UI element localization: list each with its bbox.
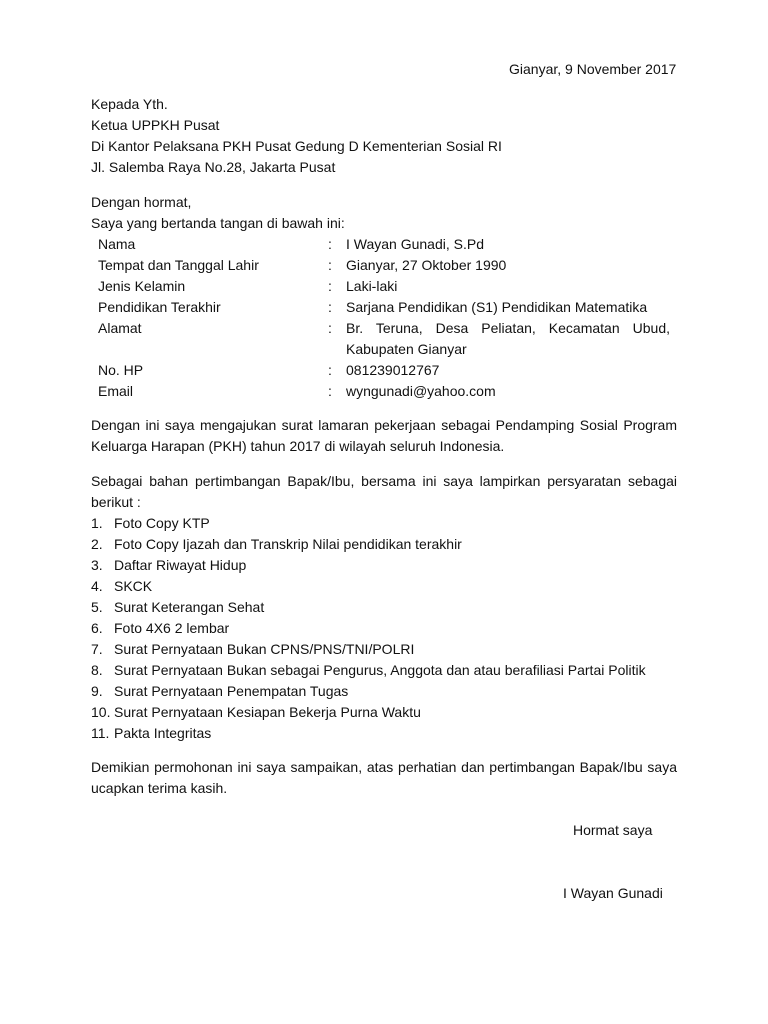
field-colon: : [328,362,332,378]
field-value-nama: I Wayan Gunadi, S.Pd [346,236,484,252]
field-value-email: wyngunadi@yahoo.com [346,383,496,399]
field-label-no-hp: No. HP [98,362,144,378]
field-value-alamat-line-2: Kabupaten Gianyar [346,341,467,357]
list-item [91,681,348,701]
field-colon: : [328,320,332,336]
recipient-line-4: Jl. Salemba Raya No.28, Jakarta Pusat [91,159,336,175]
field-label-alamat: Alamat [98,320,142,336]
list-number: 11. [91,725,110,741]
field-value-no-hp: 081239012767 [346,362,440,378]
intro-text: Saya yang bertanda tangan di bawah ini: [91,215,345,231]
list-text: Foto Copy Ijazah dan Transkrip Nilai pendidikan terakhir [114,536,462,552]
list-number: 9. [91,683,103,699]
closing-paragraph: Demikian permohonan ini saya sampaikan, atas perhatian dan pertimbangan Bapak/Ibu saya ucapkan terima kasih. [91,759,677,796]
field-colon: : [328,278,332,294]
list-number: 4. [91,578,103,594]
field-label-pendidikan: Pendidikan Terakhir [98,299,221,315]
list-item [91,576,152,596]
field-label-email: Email [98,383,134,399]
list-number: 10. [91,704,111,720]
field-colon: : [328,236,332,252]
field-label-jenis-kelamin: Jenis Kelamin [98,278,186,294]
list-number: 7. [91,641,103,657]
field-colon: : [328,257,332,273]
field-value-alamat: Br. Teruna, Desa Peliatan, Kecamatan Ubud, [346,320,670,336]
field-colon: : [328,383,332,399]
list-text: Surat Pernyataan Bukan sebagai Pengurus, Anggota dan atau berafiliasi Partai Politik [114,662,646,678]
list-item [91,555,246,575]
list-text: Surat Pernyataan Penempatan Tugas [114,683,349,699]
attachments-intro-paragraph: Sebagai bahan pertimbangan Bapak/Ibu, bersama ini saya lampirkan persyaratan sebagai berikut : [91,473,677,510]
list-number: 3. [91,557,103,573]
list-number: 5. [91,599,103,615]
list-number: 6. [91,620,103,636]
list-text: Surat Keterangan Sehat [114,599,265,615]
list-item [91,534,462,554]
closing-salutation: Hormat saya [573,822,653,838]
greeting: Dengan hormat, [91,194,192,210]
field-value-pendidikan: Sarjana Pendidikan (S1) Pendidikan Matematika [346,299,648,315]
list-item [91,660,646,680]
list-text: Foto 4X6 2 lembar [114,620,230,636]
list-text: Surat Pernyataan Kesiapan Bekerja Purna Waktu [114,704,421,720]
field-label-nama: Nama [98,236,136,252]
field-value-jenis-kelamin: Laki-laki [346,278,398,294]
list-text: Foto Copy KTP [114,515,210,531]
list-text: Pakta Integritas [114,725,212,741]
list-text: Daftar Riwayat Hidup [114,557,247,573]
application-paragraph: Dengan ini saya mengajukan surat lamaran pekerjaan sebagai Pendamping Sosial Program Keluarga Harapan (PKH) tahun 2017 di wilayah seluruh Indonesia. [91,417,677,454]
list-item [91,513,210,533]
list-text: SKCK [114,578,153,594]
field-colon: : [328,299,332,315]
list-item [91,597,264,617]
place-date: Gianyar, 9 November 2017 [509,61,677,77]
list-item [91,702,421,722]
list-item [91,618,229,638]
recipient-line-2: Ketua UPPKH Pusat [91,117,220,133]
list-number: 2. [91,536,103,552]
signer-name: I Wayan Gunadi [563,885,663,901]
list-number: 1. [91,515,103,531]
list-text: Surat Pernyataan Bukan CPNS/PNS/TNI/POLRI [114,641,415,657]
list-item [91,723,211,743]
field-label-ttl: Tempat dan Tanggal Lahir [98,257,259,273]
recipient-line-3: Di Kantor Pelaksana PKH Pusat Gedung D Kementerian Sosial RI [91,138,502,154]
list-item [91,639,414,659]
field-value-ttl: Gianyar, 27 Oktober 1990 [346,257,507,273]
list-number: 8. [91,662,103,678]
recipient-line-1: Kepada Yth. [91,96,168,112]
